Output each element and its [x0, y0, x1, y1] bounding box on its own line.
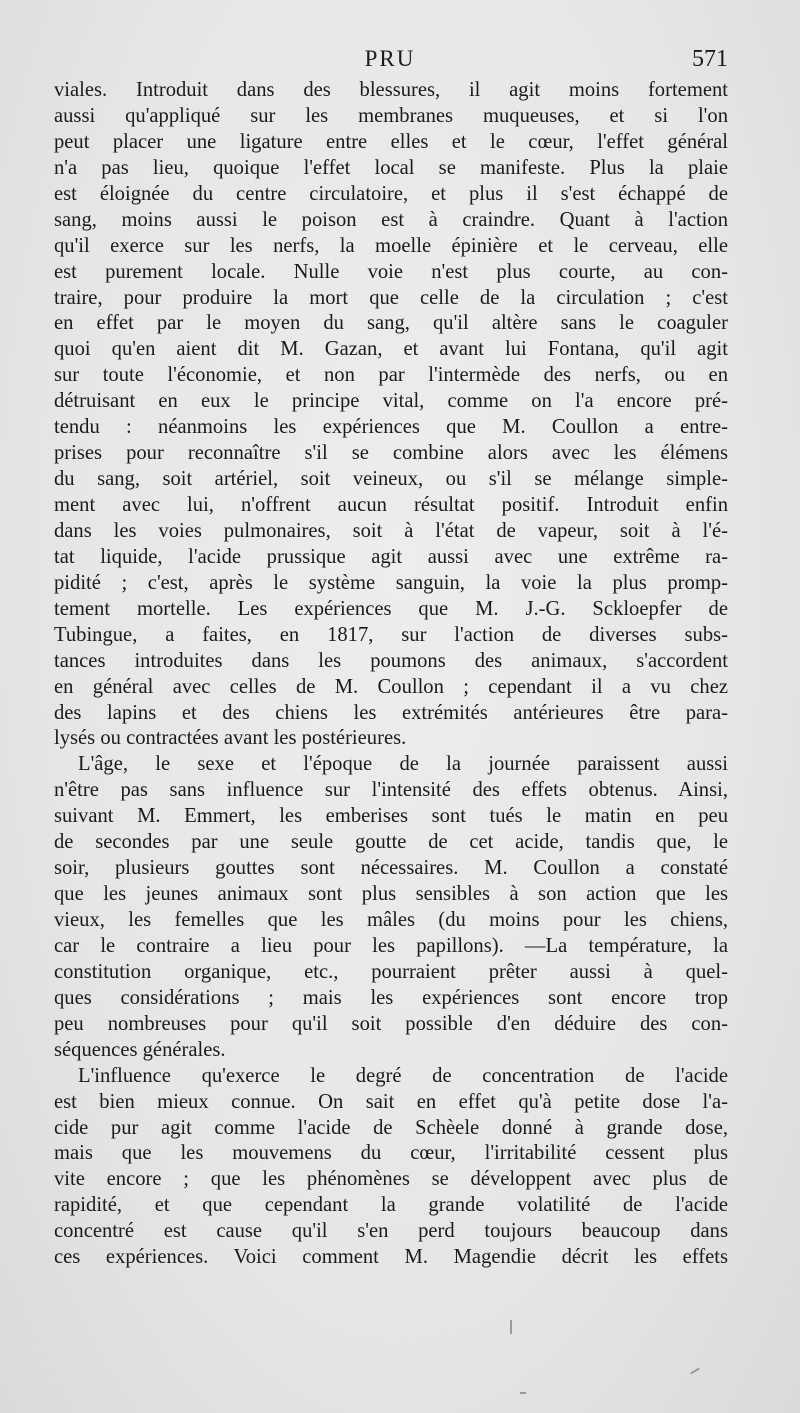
text-line: ces expériences. Voici comment M. Magendie décrit les effets — [54, 1246, 728, 1269]
running-head-title: PRU — [364, 46, 416, 71]
text-line: sang, moins aussi le poison est à craindre. Quant à l'action — [54, 208, 728, 231]
text-line: qu'il exerce sur les nerfs, la moelle épinière et le cerveau, elle — [54, 234, 728, 257]
text-line: suivant M. Emmert, les emberises sont tués le matin en peu — [54, 805, 728, 828]
text-line: prises pour reconnaître s'il se combine alors avec les élémens — [54, 442, 728, 465]
text-line: tat liquide, l'acide prussique agit aussi avec une extrême ra- — [54, 545, 728, 568]
text-line: en général avec celles de M. Coullon ; cependant il a vu chez — [54, 675, 728, 698]
text-line: est éloignée du centre circulatoire, et plus il s'est échappé de — [54, 182, 728, 205]
text-line: est bien mieux connue. On sait en effet qu'à petite dose l'a- — [54, 1090, 728, 1113]
text-line: viales. Introduit dans des blessures, il agit moins fortement — [54, 79, 728, 101]
text-line: pidité ; c'est, après le système sanguin, la voie la plus promp- — [54, 571, 728, 594]
text-line: détruisant en eux le principe vital, comme on l'a encore pré- — [54, 390, 728, 413]
text-line: quoi qu'en aient dit M. Gazan, et avant lui Fontana, qu'il agit — [54, 338, 728, 361]
text-line: vite encore ; que les phénomènes se développent avec plus de — [54, 1168, 728, 1191]
text-line: aussi qu'appliqué sur les membranes muqueuses, et si l'on — [54, 104, 728, 127]
text-line: vieux, les femelles que les mâles (du moins pour les chiens, — [54, 909, 728, 931]
paragraph-start-line: L'influence qu'exerce le degré de concentration de l'acide — [78, 1064, 728, 1087]
text-line: que les jeunes animaux sont plus sensibles à son action que les — [54, 883, 728, 906]
text-line: traire, pour produire la mort que celle de la circulation ; c'est — [54, 286, 728, 309]
text-line: peut placer une ligature entre elles et le cœur, l'effet général — [54, 130, 728, 153]
text-line: concentré est cause qu'il s'en perd toujours beaucoup dans — [54, 1220, 728, 1243]
text-line: est purement locale. Nulle voie n'est plus courte, au con- — [54, 260, 728, 283]
text-line: tendu : néanmoins les expériences que M. Coullon a entre- — [54, 416, 728, 439]
bleed-through-marks — [440, 1300, 740, 1400]
text-line: dans les voies pulmonaires, soit à l'état de vapeur, soit à l'é- — [54, 519, 728, 542]
page-number: 571 — [692, 46, 728, 72]
text-line: ment avec lui, n'offrent aucun résultat positif. Introduit enfin — [54, 494, 728, 516]
text-line: peu nombreuses pour qu'il soit possible d'en déduire des con- — [54, 1012, 728, 1035]
text-line: mais que les mouvemens du cœur, l'irritabilité cessent plus — [54, 1142, 728, 1165]
text-line: en effet par le moyen du sang, qu'il altère sans le coaguler — [54, 312, 728, 335]
text-line: cide pur agit comme l'acide de Schèele donné à grande dose, — [54, 1116, 728, 1139]
text-line: de secondes par une seule goutte de cet acide, tandis que, le — [54, 831, 728, 854]
text-line: soir, plusieurs gouttes sont nécessaires. M. Coullon a constaté — [54, 857, 728, 880]
text-line: du sang, soit artériel, soit veineux, ou s'il se mélange simple- — [54, 468, 728, 491]
text-line: sur toute l'économie, et non par l'intermède des nerfs, ou en — [54, 364, 728, 387]
text-line: tances introduites dans les poumons des animaux, s'accordent — [54, 649, 728, 672]
text-line: car le contraire a lieu pour les papillons). —La température, la — [54, 934, 728, 957]
body-text — [54, 78, 728, 1271]
text-line: n'a pas lieu, quoique l'effet local se manifeste. Plus la plaie — [54, 156, 728, 179]
paragraph-end-line: lysés ou contractées avant les postérieures. — [54, 727, 407, 750]
text-line: rapidité, et que cependant la grande volatilité de l'acide — [54, 1194, 728, 1217]
paragraph-start-line: L'âge, le sexe et l'époque de la journée paraissent aussi — [78, 753, 728, 776]
running-head — [54, 44, 726, 76]
text-line: ques considérations ; mais les expériences sont encore trop — [54, 986, 728, 1009]
text-line: tement mortelle. Les expériences que M. J.-G. Sckloepfer de — [54, 597, 728, 620]
text-line: Tubingue, a faites, en 1817, sur l'action de diverses subs- — [54, 623, 728, 646]
text-line: n'être pas sans influence sur l'intensité des effets obtenus. Ainsi, — [54, 779, 728, 802]
text-line: des lapins et des chiens les extrémités antérieures être para- — [54, 701, 728, 724]
text-line: constitution organique, etc., pourraient prêter aussi à quel- — [54, 960, 728, 983]
paragraph-end-line: séquences générales. — [54, 1038, 226, 1061]
